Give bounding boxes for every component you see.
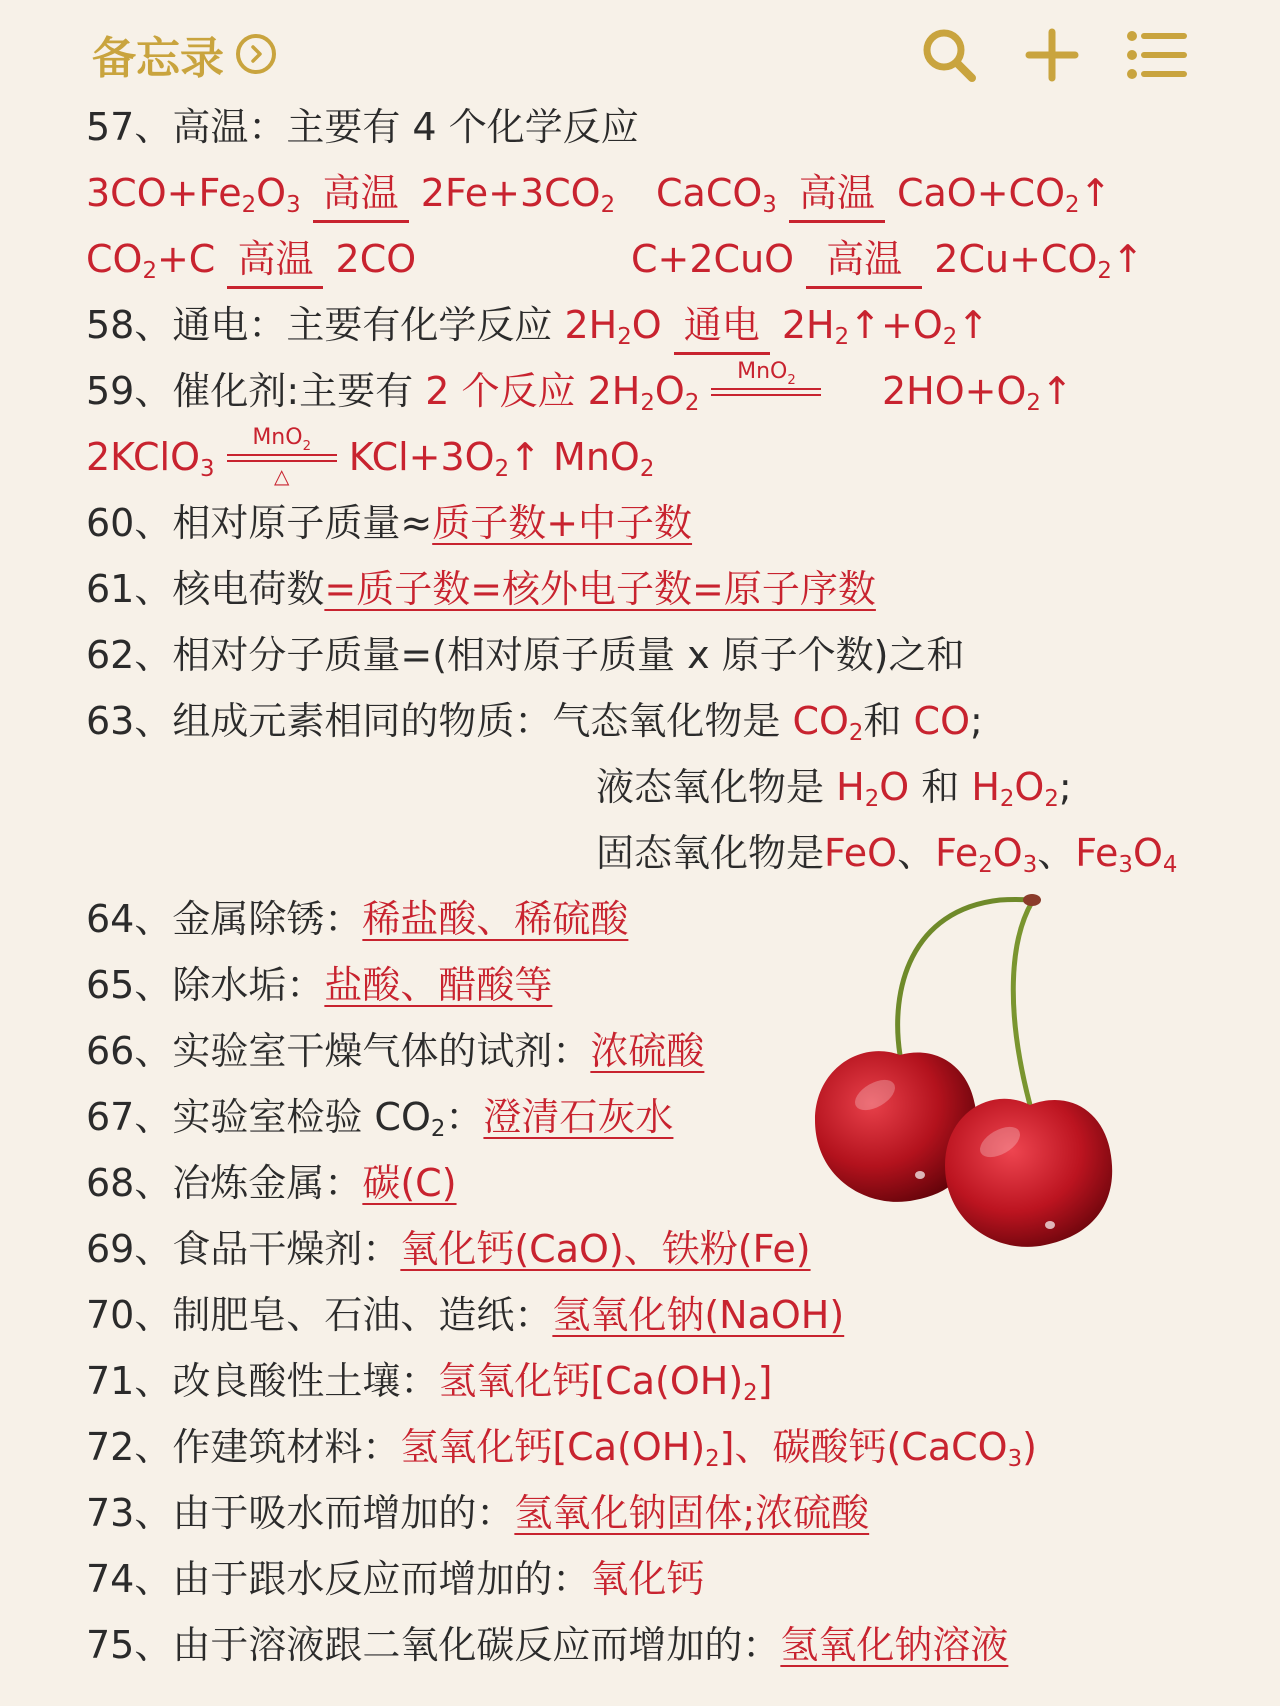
equation-57c [86,226,1206,292]
back-to-notes-button[interactable] [92,24,276,84]
subscript: 2 [600,192,616,218]
note-line-67 [86,1084,1206,1150]
subscript: 3 [286,192,301,218]
item-label: 62、相对分子质量=(相对原子质量 x 原子个数)之和 [86,633,965,677]
note-line-66 [86,1018,1206,1084]
item-answer: 稀盐酸、稀硫酸 [362,897,629,941]
gas-arrow: ↑ [1111,237,1144,281]
equation-text: MnO [553,435,640,479]
equation-59a-products [882,358,1073,424]
equation-text: 2KClO [86,435,201,479]
equation-58 [564,303,990,350]
item-answer: 氢氧化钠溶液 [780,1623,1009,1667]
item-label: 70、制肥皂、石油、造纸： [86,1293,553,1337]
note-line-74 [86,1546,1206,1612]
note-line-61 [86,556,1206,622]
item-answer: =质子数=核外电子数=原子序数 [324,567,876,611]
subscript: 2 [864,786,880,812]
item-label: 液态氧化物是 [596,765,825,809]
formula: CO [913,699,970,743]
item-answer: 碳(C) [362,1161,457,1205]
reaction-condition: 通电 [674,298,770,355]
formula: FeO [824,831,898,875]
item-label: 58、通电：主要有化学反应 [86,303,553,347]
item-answer: ] [757,1359,773,1403]
subscript: 2 [705,1446,720,1472]
connector-text: 和 [863,699,902,743]
formula: CO [792,699,849,743]
punctuation: ; [1058,765,1072,809]
plus-icon[interactable] [1017,20,1087,90]
note-line-71 [86,1348,1206,1414]
catalyst-condition [711,358,821,424]
gas-arrow: ↑ [957,303,990,347]
equation-text: CaCO [656,171,763,215]
equation-text: O [631,303,662,347]
subscript: 2 [999,786,1015,812]
item-label: 63、组成元素相同的物质：气态氧化物是 [86,699,781,743]
note-line-62 [86,622,1206,688]
subscript: 2 [1065,192,1080,218]
item-answer: 氢氧化钙[Ca(OH) [438,1359,744,1403]
item-label: 64、金属除锈： [86,897,363,941]
formula: H [836,765,865,809]
item-answer: 氢氧化钠固体;浓硫酸 [514,1491,870,1535]
equation-text: 2H [781,303,835,347]
note-line-70 [86,1282,1206,1348]
gas-arrow: ↑ [1079,171,1112,215]
subscript: 4 [1162,852,1178,878]
subscript: 3 [200,456,215,482]
item-label: 固态氧化物是 [596,831,825,875]
subscript: 2 [743,1380,758,1406]
subscript: 2 [241,192,257,218]
subscript: 2 [1026,390,1041,416]
equation-57a [86,160,1206,226]
note-line-75 [86,1612,1206,1678]
note-line-69 [86,1216,1206,1282]
catalyst-text: MnO [252,425,303,450]
search-icon[interactable] [914,20,984,90]
subscript: 2 [848,720,864,746]
reaction-bar [711,394,821,396]
note-line-59 [86,358,1206,424]
item-answer: 氧化钙 [590,1557,705,1601]
equation-text: +C [156,237,216,281]
subscript: 2 [684,390,700,416]
subscript: 2 [1044,786,1059,812]
note-line-72 [86,1414,1206,1480]
item-label: 71、改良酸性土壤： [86,1359,439,1403]
subscript: 3 [762,192,777,218]
equation-59b [86,424,1206,490]
formula: Fe [1075,831,1119,875]
note-line-65 [86,952,1206,1018]
item-label: 67、实验室检验 CO [86,1095,431,1139]
subscript: 2 [834,324,850,350]
item-answer: 氧化钙(CaO)、铁粉(Fe) [400,1227,811,1271]
note-line-73 [86,1480,1206,1546]
subscript: 2 [1097,258,1112,284]
equation-text: 2Fe+3CO [420,171,601,215]
item-label: 68、冶炼金属： [86,1161,363,1205]
subscript: 2 [430,1116,446,1142]
subscript: 3 [1118,852,1133,878]
equation-57b [656,160,1111,226]
equation-text: ↑+O [849,303,943,347]
subscript: 2 [640,390,655,416]
equation-text: KCl+3O [348,435,495,479]
equation-text: C+2CuO [631,237,795,281]
subscript: 2 [942,324,958,350]
formula: O [992,831,1023,875]
list-icon[interactable] [1122,20,1192,90]
reaction-bar [711,388,821,390]
note-line-64 [86,886,1206,952]
reaction-condition: 高温 [227,232,323,289]
equation-text: O [654,369,685,413]
equation-text: 2H [564,303,618,347]
item-label-highlight: 2 个反应 [425,369,576,413]
item-answer: 盐酸、醋酸等 [324,963,553,1007]
back-label: 备忘录 [92,33,224,84]
subscript: 2 [142,258,157,284]
reaction-bar [227,454,337,456]
note-line-63 [86,688,1206,754]
formula: O [879,765,910,809]
note-line-60 [86,490,1206,556]
reaction-condition: 高温 [313,166,409,223]
item-label: 66、实验室干燥气体的试剂： [86,1029,591,1073]
note-line-58 [86,292,1206,358]
equation-text: 2H [587,369,641,413]
reaction-condition: 高温 [789,166,885,223]
subscript: 2 [617,324,632,350]
item-label: 69、食品干燥剂： [86,1227,401,1271]
subscript: 2 [302,439,311,454]
subscript: 3 [1022,852,1038,878]
subscript: 3 [1007,1446,1023,1472]
note-line-63-liquid [596,754,1196,820]
item-label: 59、催化剂:主要有 [86,369,414,413]
formula: O [1132,831,1163,875]
reaction-bar [227,460,337,462]
item-label: 74、由于跟水反应而增加的： [86,1557,591,1601]
equation-text: CaO+CO [896,171,1065,215]
item-label: 60、相对原子质量≈ [86,501,433,545]
item-answer: ) [1022,1425,1037,1469]
item-answer: 浓硫酸 [590,1029,705,1073]
catalyst-text: MnO [737,359,788,384]
subscript: 2 [787,373,796,388]
item-answer: 质子数+中子数 [432,501,693,545]
note-line-68 [86,1150,1206,1216]
subscript: 2 [978,852,993,878]
equation-text: 2CO [335,237,417,281]
equation-text: CO [86,237,143,281]
item-answer: 澄清石灰水 [483,1095,674,1139]
subscript: 2 [494,456,510,482]
reaction-condition: 高温 [806,232,922,289]
heat-symbol: △ [273,464,290,488]
equation-text: O [256,171,287,215]
equation-text: 2HO+O [882,369,1027,413]
item-label: 65、除水垢： [86,963,325,1007]
item-label: 57、高温：主要有 4 个化学反应 [86,105,639,149]
formula: H [971,765,1000,809]
formula: O [1014,765,1045,809]
gas-arrow: ↑ [1040,369,1073,413]
item-label: 72、作建筑材料： [86,1425,401,1469]
equation-text: 2Cu+CO [934,237,1098,281]
punctuation: 、 [897,831,936,875]
note-line-63-solid [596,820,1216,886]
note-line-57 [86,94,1206,160]
equation-59a [587,359,822,416]
punctuation: ; [969,699,983,743]
item-answer: 氢氧化钠(NaOH) [552,1293,845,1337]
equation-text: 3CO+Fe [86,171,242,215]
item-label: 61、核电荷数 [86,567,325,611]
subscript: 2 [639,456,655,482]
item-label: 75、由于溶液跟二氧化碳反应而增加的： [86,1623,781,1667]
catalyst-heat-condition [227,424,337,490]
formula: Fe [935,831,979,875]
connector-text: 和 [921,765,960,809]
item-answer: ]、碳酸钙(CaCO [719,1425,1008,1469]
item-answer: 氢氧化钙[Ca(OH) [400,1425,706,1469]
equation-57d [631,226,1144,292]
punctuation: ： [445,1095,484,1139]
punctuation: 、 [1037,831,1076,875]
chevron-right-circle-icon [236,34,276,74]
gas-arrow: ↑ [509,435,541,479]
item-label: 73、由于吸水而增加的： [86,1491,515,1535]
